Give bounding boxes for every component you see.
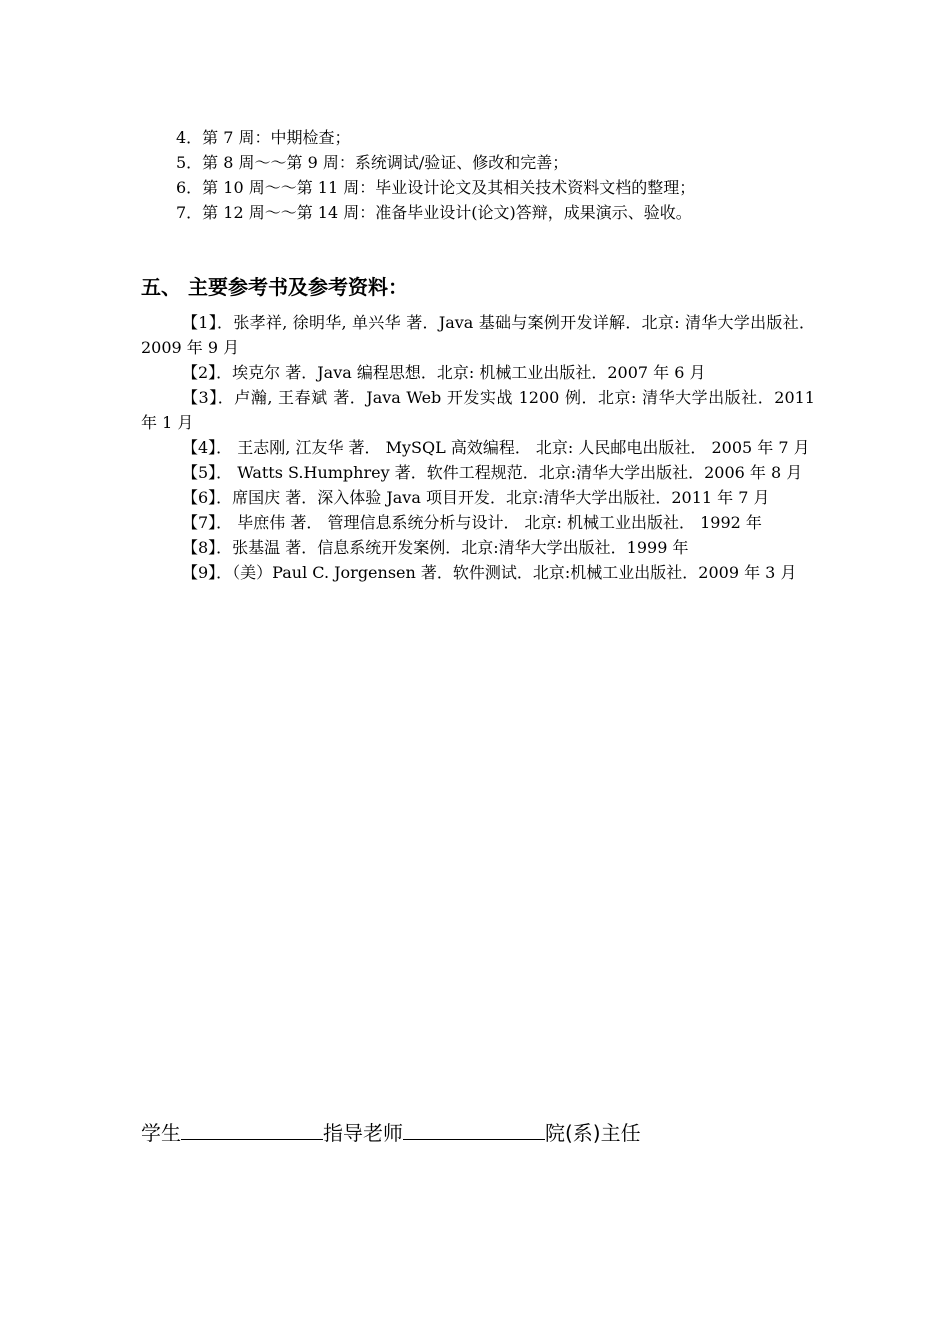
director-label: 院(系)主任 <box>545 1121 641 1145</box>
schedule-item-week-10-11: 6．第 10 周～～第 11 周：毕业设计论文及其相关技术资料文档的整理； <box>176 178 696 197</box>
advisor-signature-blank[interactable] <box>403 1117 545 1140</box>
references-heading: 五、 主要参考书及参考资料： <box>141 275 408 299</box>
reference-item-2: 【2】．埃克尔 著．Java 编程思想．北京: 机械工业出版社．2007 年 6 月 <box>182 363 706 382</box>
schedule-list <box>176 125 856 225</box>
reference-item-3: 【3】．卢瀚, 王春斌 著．Java Web 开发实战 1200 例．北京: 清华大学出版社．2011 年 1 月 <box>141 388 815 432</box>
reference-item-4: 【4】． 王志刚, 江友华 著． MySQL 高效编程． 北京: 人民邮电出版社． 2005 年 7 月 <box>182 438 810 457</box>
reference-item-6: 【6】．席国庆 著．深入体验 Java 项目开发．北京:清华大学出版社．2011 年 7 月 <box>182 488 770 507</box>
reference-item-5: 【5】． Watts S.Humphrey 著．软件工程规范．北京:清华大学出版社．2006 年 8 月 <box>182 463 803 482</box>
schedule-item-week-8-9: 5．第 8 周～～第 9 周：系统调试/验证、修改和完善； <box>176 153 569 172</box>
reference-item-9: 【9】．（美）Paul C. Jorgensen 著．软件测试．北京:机械工业出版社．2009 年 3 月 <box>182 563 797 582</box>
signature-line <box>141 1117 641 1148</box>
reference-item-1: 【1】．张孝祥, 徐明华, 单兴华 著．Java 基础与案例开发详解．北京: 清华大学出版社．2009 年 9 月 <box>141 313 815 357</box>
schedule-item-week-7: 4．第 7 周：中期检查； <box>176 128 351 147</box>
references-list <box>141 310 815 585</box>
student-label: 学生 <box>141 1121 181 1145</box>
student-signature-blank[interactable] <box>181 1117 323 1140</box>
schedule-item-week-12-14: 7．第 12 周～～第 14 周：准备毕业设计(论文)答辩，成果演示、验收。 <box>176 203 692 222</box>
advisor-label: 指导老师 <box>323 1121 403 1145</box>
reference-item-8: 【8】．张基温 著．信息系统开发案例．北京:清华大学出版社．1999 年 <box>182 538 689 557</box>
reference-item-7: 【7】． 毕庶伟 著． 管理信息系统分析与设计． 北京: 机械工业出版社． 1992 年 <box>182 513 762 532</box>
